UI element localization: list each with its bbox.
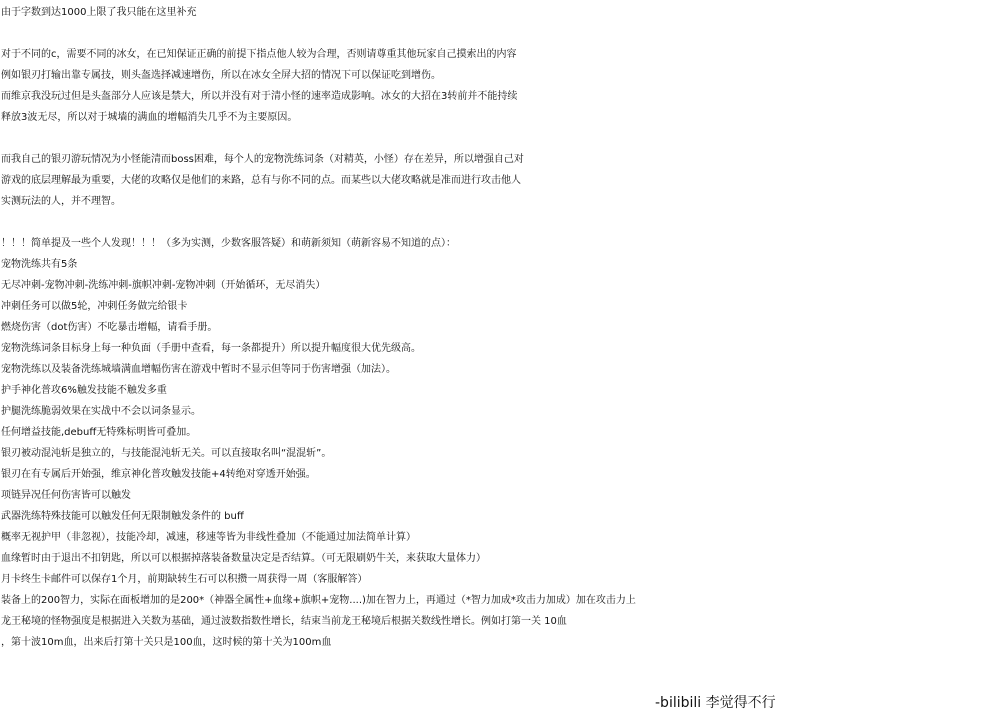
list-item: 宠物洗练以及装备洗练城墙满血增幅伤害在游戏中暂时不显示但等同于伤害增强（加法）。 <box>1 364 396 375</box>
text-line: 而维京我没玩过但是头盔部分人应该是禁大，所以并没有对于清小怪的速率造成影响。冰女的大招在3转前并不能持续 <box>1 91 518 102</box>
list-item: 护手神化普攻6%触发技能不触发多重 <box>1 385 167 396</box>
text-line: 游戏的底层理解最为重要，大佬的攻略仅是他们的来路，总有与你不同的点。而某些以大佬攻略就是准而进行攻击他人 <box>1 175 521 186</box>
list-item: 月卡终生卡邮件可以保存1个月，前期缺转生石可以积攒一周获得一周（客服解答） <box>1 574 368 585</box>
text-line: 由于字数到达1000上限了我只能在这里补充 <box>1 7 197 18</box>
list-item: 装备上的200智力，实际在面板增加的是200*（神器全属性+血缘+旗帜+宠物....)加在智力上，再通过（*智力加成*攻击力加成）加在攻击力上 <box>1 595 636 606</box>
list-item: 武器洗练特殊技能可以触发任何无限制触发条件的 buff <box>1 511 244 522</box>
text-line: 实测玩法的人，并不理智。 <box>1 196 121 207</box>
list-item: 龙王秘境的怪物强度是根据进入关数为基础，通过波数指数性增长，结束当前龙王秘境后根据关数线性增长。例如打第一关 10血 <box>1 616 567 627</box>
list-item: 概率无视护甲（非忽视），技能冷却，减速，移速等皆为非线性叠加（不能通过加法简单计算） <box>1 532 416 543</box>
list-item: 任何增益技能,debuff无特殊标明皆可叠加。 <box>1 427 197 438</box>
text-line: 例如银刃打输出靠专属技，则头盔选择减速增伤，所以在冰女全屏大招的情况下可以保证吃到增伤。 <box>1 70 441 81</box>
list-item: 血缘暂时由于退出不扣钥匙，所以可以根据掉落装备数量决定是否结算。（可无限刷奶牛关，来获取大量体力） <box>1 553 486 564</box>
findings-list <box>1 233 1000 653</box>
list-item: 宠物洗练词条目标身上每一种负面（手册中查看，每一条都提升）所以提升幅度很大优先级高。 <box>1 343 421 354</box>
paragraph-spacer <box>1 128 1000 149</box>
list-item: ，第十波10m血，出来后打第十关只是100血，这时候的第十关为100m血 <box>1 637 332 648</box>
list-item: 银刃被动混沌斩是独立的，与技能混沌斩无关。可以直接取名叫“混混斩”。 <box>1 448 332 459</box>
list-item: 燃烧伤害（dot伤害）不吃暴击增幅，请看手册。 <box>1 322 218 333</box>
list-item: 冲刺任务可以做5轮，冲刺任务做完给银卡 <box>1 301 188 312</box>
text-line: 对于不同的c，需要不同的冰女，在已知保证正确的前提下指点他人较为合理，否则请尊重其他玩家自己摸索出的内容 <box>1 49 517 60</box>
experience-paragraph <box>1 149 1000 212</box>
list-item: 银刃在有专属后开始强，维京神化普攻触发技能+4转绝对穿透开始强。 <box>1 469 316 480</box>
findings-heading: ！！！简单提及一些个人发现！！！（多为实测，少数客服答疑）和萌新须知（萌新容易不知道的点）： <box>1 238 456 249</box>
author-signature: -bilibili 李觉得不行 <box>655 695 776 711</box>
list-item: 无尽冲刺-宠物冲刺-洗练冲刺-旗帜冲刺-宠物冲刺（开始循环，无尽消失） <box>1 280 326 291</box>
list-item: 护腿洗练脆弱效果在实战中不会以词条显示。 <box>1 406 201 417</box>
ice-girl-paragraph <box>1 44 1000 128</box>
intro-paragraph <box>1 2 1000 23</box>
paragraph-spacer <box>1 23 1000 44</box>
text-line: 而我自己的银刃游玩情况为小怪能清而boss困难，每个人的宠物洗练词条（对精英，小怪）存在差异，所以增强自己对 <box>1 154 524 165</box>
list-item: 宠物洗练共有5条 <box>1 259 78 270</box>
paragraph-spacer <box>1 212 1000 233</box>
list-item: 项链异况任何伤害皆可以触发 <box>1 490 131 501</box>
text-line: 释放3波无尽，所以对于城墙的满血的增幅消失几乎不为主要原因。 <box>1 112 298 123</box>
